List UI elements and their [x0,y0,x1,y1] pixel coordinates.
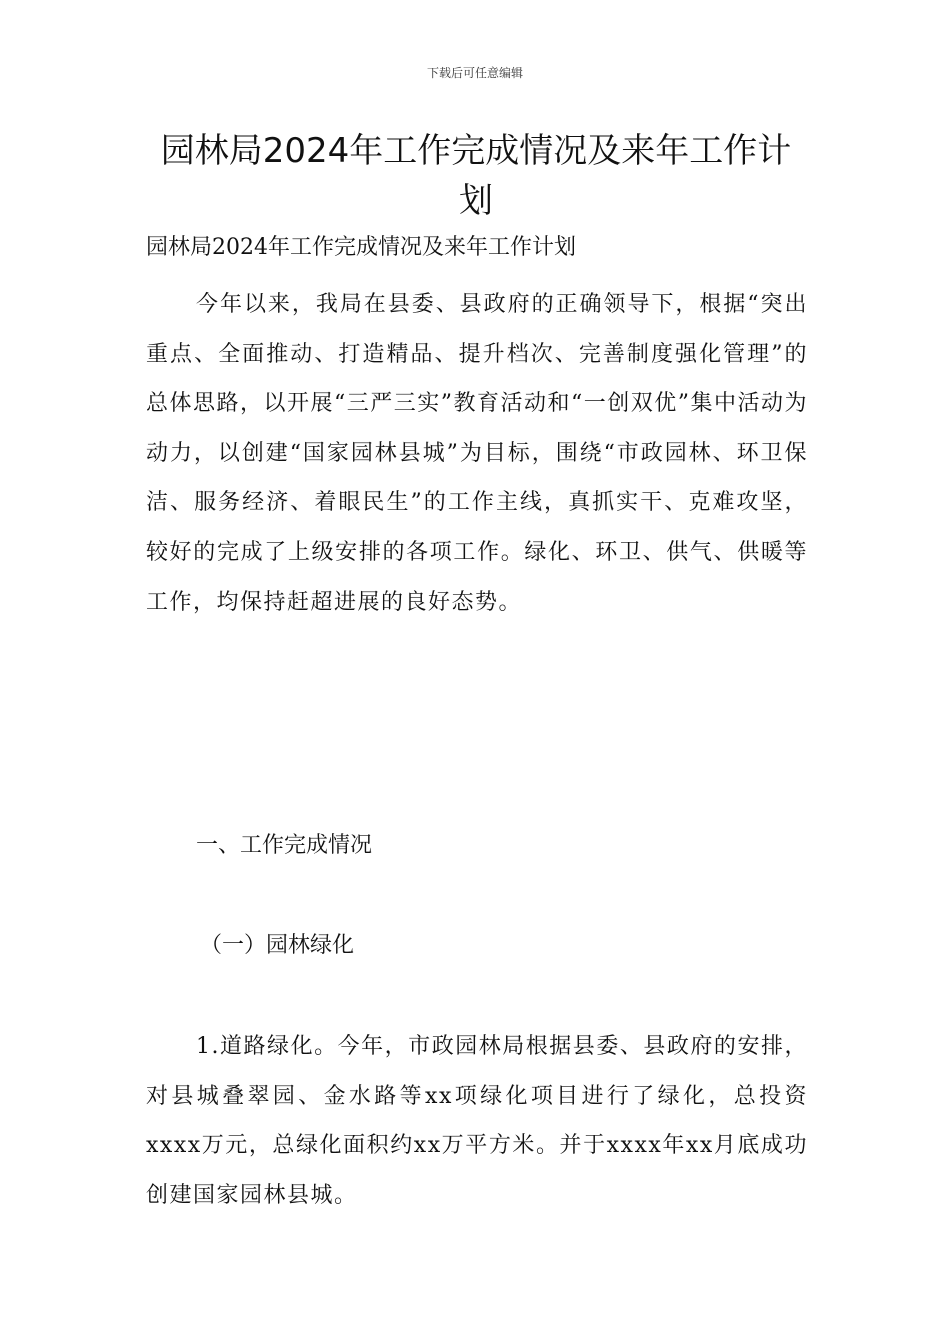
document-title: 园林局2024年工作完成情况及来年工作计划 [160,131,792,221]
section-heading: 一、工作完成情况 [196,833,373,858]
subsection-heading: （一）园林绿化 [200,933,355,958]
intro-paragraph: 今年以来，我局在县委、县政府的正确领导下，根据“突出重点、全面推动、打造精品、提升档次、完善制度强化管理”的总体思路，以开展“三严三实”教育活动和“一创双优”集中活动为动力，以创建“国家园林县城”为目标，围绕“市政园林、环卫保洁、服务经济、着眼民生”的工作主线，真抓实干、克难攻坚，较好的完成了上级安排的各项工作。绿化、环卫、供气、供暖等工作，均保持赶超进展的良好态势。 [146,292,808,615]
item-paragraph: 1.道路绿化。今年，市政园林局根据县委、县政府的安排，对县城叠翠园、金水路等xx项绿化项目进行了绿化，总投资xxxx万元，总绿化面积约xx万平方米。并于xxxx年xx月底成功创建国家园林县城。 [146,1034,808,1208]
document-subtitle: 园林局2024年工作完成情况及来年工作计划 [146,235,576,260]
header-note: 下载后可任意编辑 [426,66,523,80]
